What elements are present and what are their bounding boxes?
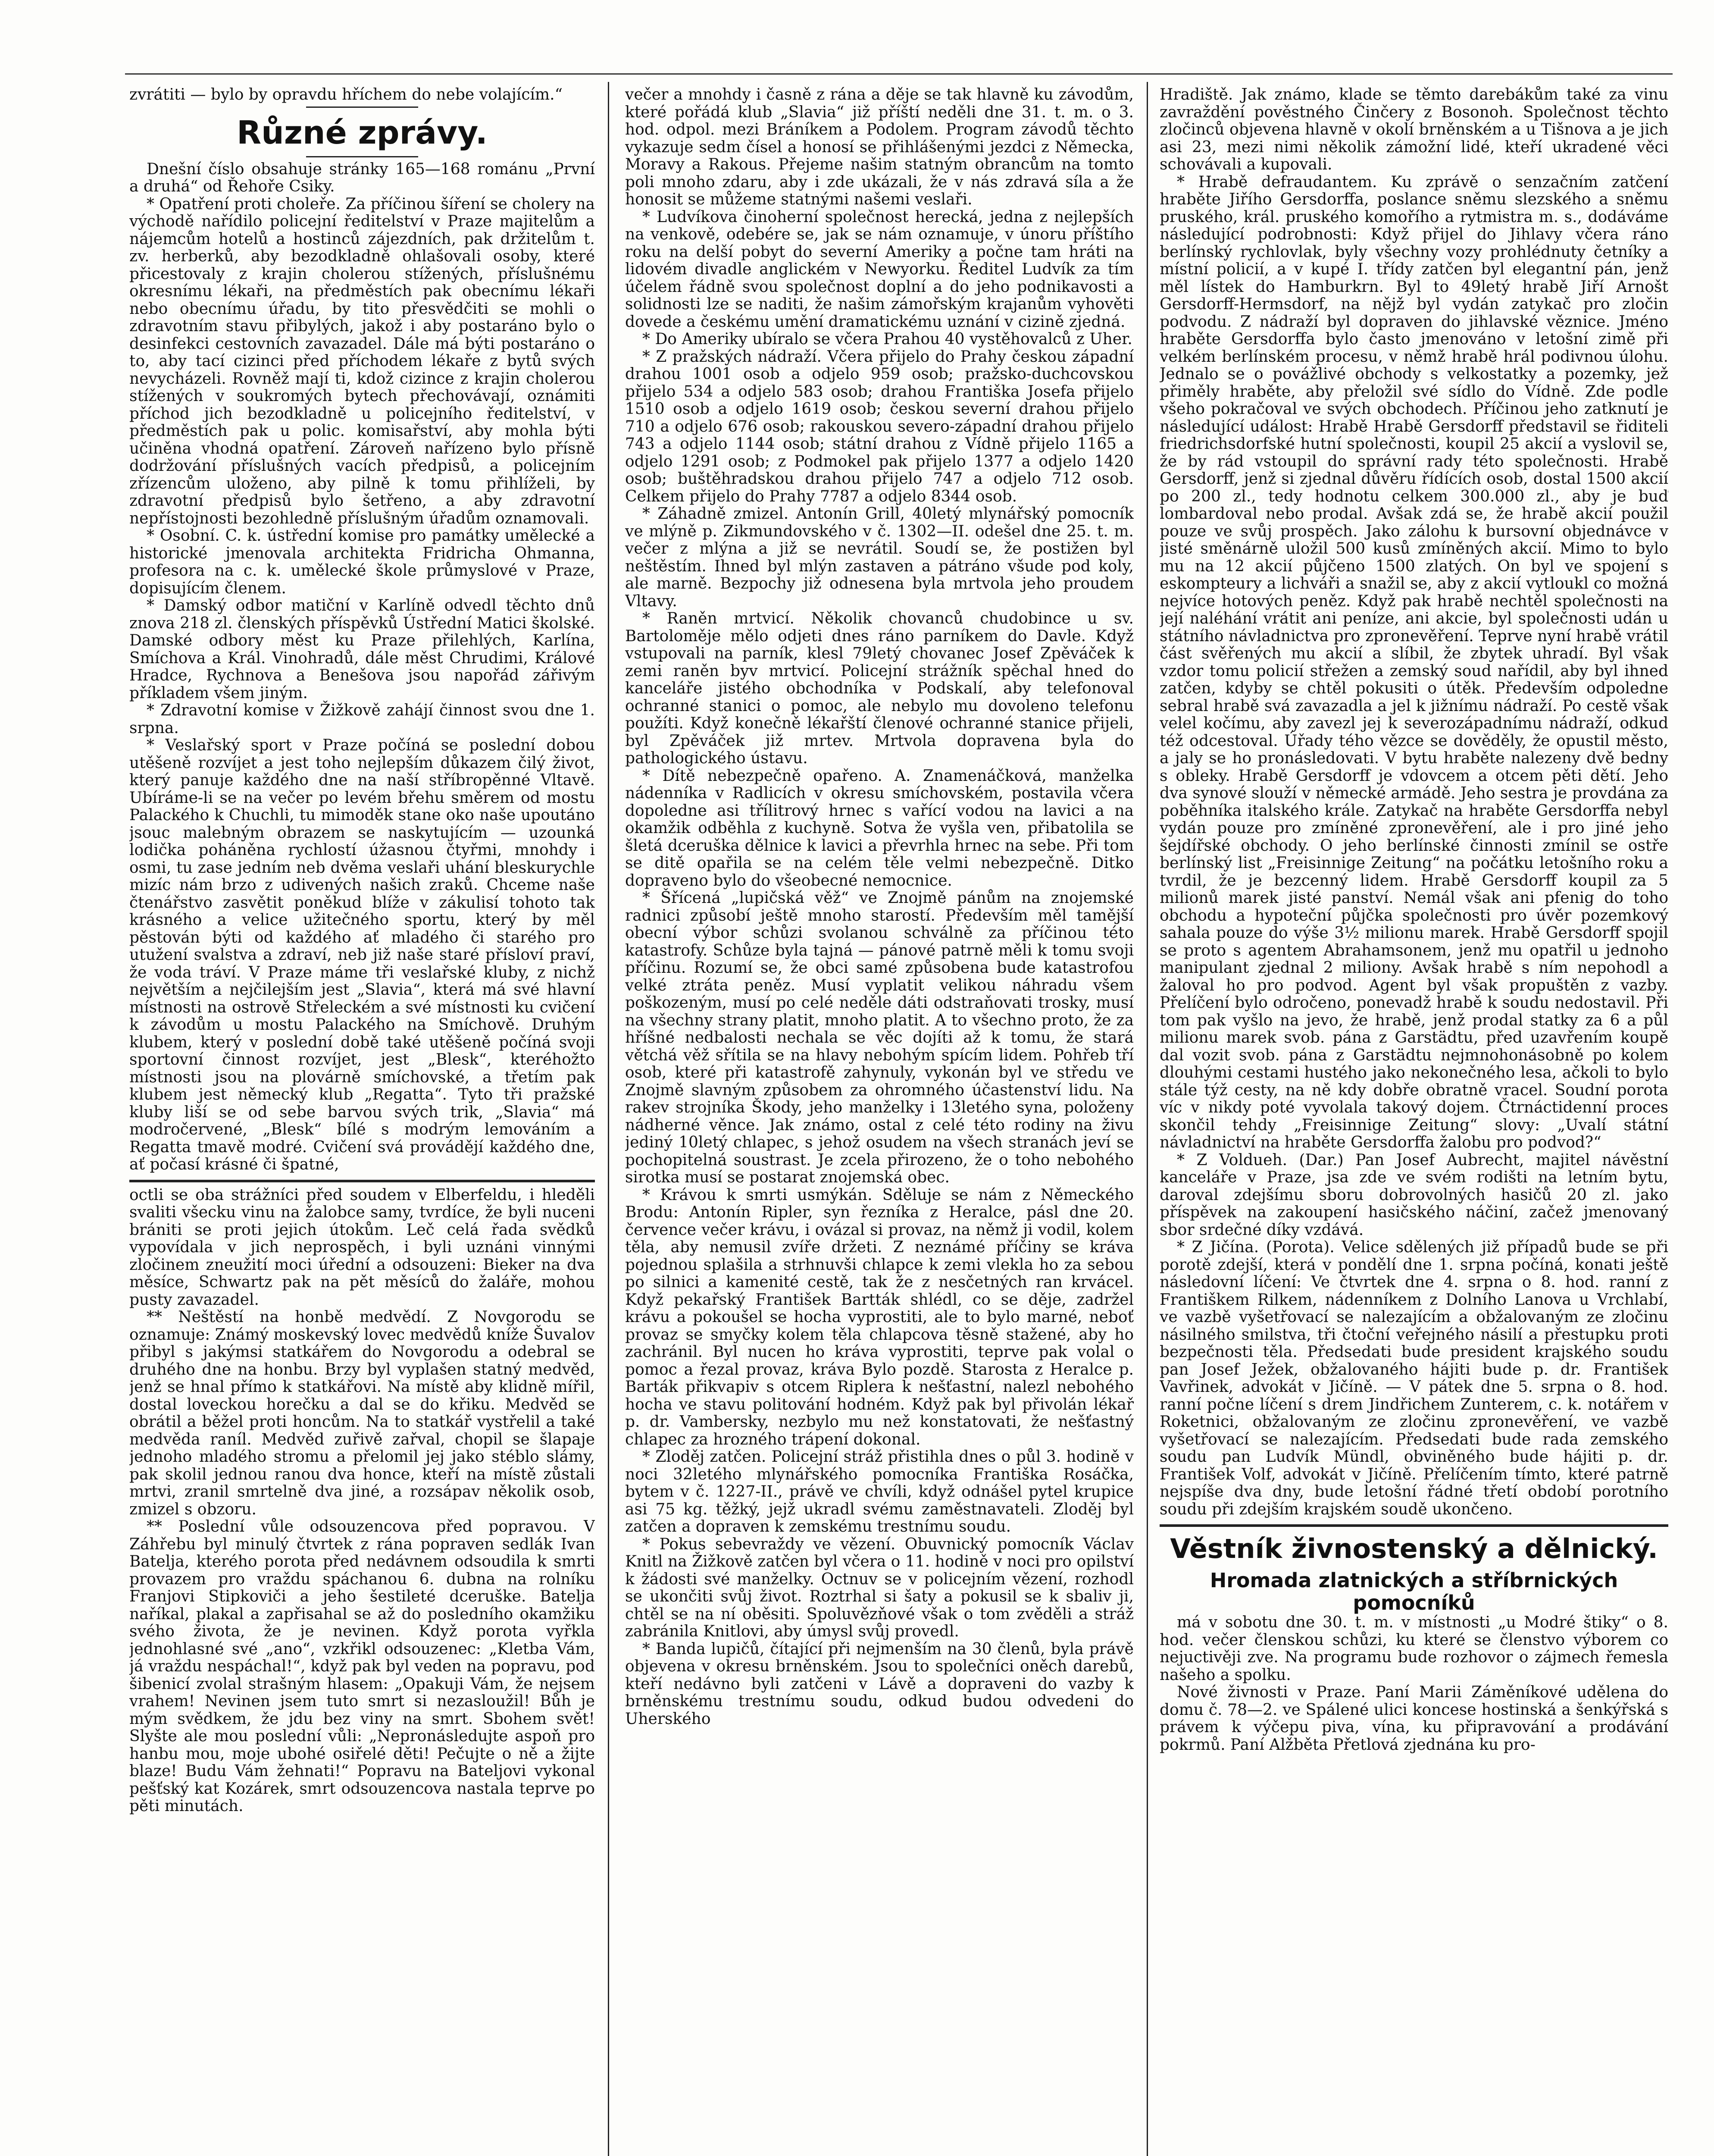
news-item: * Záhadně zmizel. Antonín Grill, 40letý mlynářský pomocník ve mlýně p. Zikmundovského v č. 1302—II. odešel dne 25. t. m. večer z mlýna a již se nevrátil. Soudí se, že postižen byl neštěstím. Ihned byl mlýn zastaven a pátráno všude pod koly, ale marně. Bezpochy již odnesena byla mrtvola jeho proudem Vltavy. xyxy=(625,505,1134,610)
news-item: * Krávou k smrti usmýkán. Sděluje se nám z Německého Brodu: Antonín Ripler, syn řezníka z Heralce, pásl dne 20. července večer krávu, i ovázal si provaz, na němž ji vodil, kolem těla, aby nemusil zvíře držeti. Z neznámé příčiny se kráva pojednou splašila a strhnuvši chlapce k zemi vlekla ho za sebou po silnici a kamenité cestě, tak že z nesčetných ran krvácel. Když pekařský František Bartták shlédl, co se děje, zadržel krávu a pokoušel se hocha vyprostiti, ale to bylo marné, neboť provaz se smyčky kolem těla chlapcova těsně stažené, aby ho zachránil. Byl nucen ho kráva vyprostiti, teprve pak volal o pomoc a řezal provaz, kráva Bylo pozdě. Starosta z Heralce p. Barták přikvapiv s otcem Riplera k nešťastní, nalezl nebohého hocha ve stavu politování hodném. Když pak byl přivolán lékař p. dr. Vambersky, nezbylo mu než konstatovati, že nešťastný chlapec za hrozného trápení dokonal. xyxy=(625,1186,1134,1448)
left-column xyxy=(129,86,595,2156)
news-item: * Hrabě defraudantem. Ku zprávě o senzačním zatčení hraběte Jiřího Gersdorffa, poslance sněmu slezského a sněmu pruského, král. pruského komořího a rytmistra m. s., dodáváme následující podrobnosti: Když přijel do Jihlavy včera ráno berlínský rychlovlak, byly všechny vozy prohlédnuty četníky a místní policií, a v kupé I. třídy zatčen byl elegantní pán, jenž měl lístek do Hamburkrn. Byl to 49letý hrabě Jiří Arnošt Gersdorff-Hermsdorf, na nějž byl vydán zatykač pro zločin podvodu. Z nádraží byl dopraven do jihlavské věznice. Jméno hraběte Gersdorffa bylo často jmenováno v letošní zimě při velkém berlínském procesu, v němž hrabě hrál podivnou úlohu. Jednalo se o povážlivé obchody s velkostatky a pozemky, jež přiměly hraběte, aby přeložil své sídlo do Vídně. Zde podle všeho pokračoval ve svých obchodech. Příčinou jeho zatknutí je následující událost: Hrabě Hrabě Gersdorff představil se řiditeli friedrichsdorfské hutní společnosti, koupil 25 akcií a vyslovil se, že by rád vstoupil do správní rady této společnosti. Hrabě Gersdorff, jenž si zjednal důvěru řídících osob, dostal 1500 akcií po 200 zl., tedy hodnotu celkem 300.000 zl., aby je buď lombardoval nebo prodal. Avšak zdá se, že hrabě akcií použil pouze ve svůj prospěch. Jako zálohu k bursovní objednávce v jisté směnárně uložil 500 kusů zmíněných akcií. Mimo to bylo mu na 12 akcií půjčeno 1500 zlatých. On byl ve spojení s eskompteury a lichváři a snažil se, aby z akcií vytloukl co možná nejvíce hotových peněz. Když pak hrabě nechtěl společnosti na její naléhání vrátit ani peníze, ani akcie, byl společnosti udán u státního návladnictva pro zpronevěření. Teprve nyní hrabě vrátil část svěřených mu akcií a slíbil, že zbytek uhradí. Byl však vzdor tomu policií střežen a zemský soud nařídil, aby byl ihned zatčen, kdyby se chtěl pokusiti o útěk. Především odpoledne sebral hrabě svá zavazadla a jel k jižnímu nádraží. Po cestě však velel kočímu, aby zavezl jej k severozápadnímu nádraží, odkud též odcestoval. Úřady tého vězce se dověděly, že opustil město, a jaly se ho pronásledovati. V bytu hraběte nalezeny dvě bedny s obleky. Hrabě Gersdorff je vdovcem a otcem pěti dětí. Jeho dva synové slouží v německé armádě. Jeho sestra je provdána za poběhníka italského krále. Zatykač na hraběte Gersdorffa nebyl vydán pouze pro zmíněné zpronevěření, ale i pro jiné jeho šejdířské obchody. O jeho berlínské činnosti zmínil se ostře berlínský list „Freisinnige Zeitung“ na počátku letošního roku a tvrdil, že je bezcenný lidem. Hrabě Gersdorff koupil za 5 milionů marek jisté panství. Nemál však ani pfenig do toho obchodu a hypoteční půjčka společnosti pro úvěr pozemkový sahala pouze do výše 3½ milionu marek. Hrabě Gersdorff spojil se proto s agentem Abrahamsonem, jenž mu opatřil u jednoho manipulant zjednal 2 miliony. Avšak hrabě s ním nepohodl a žaloval ho pro podvod. Agent byl však propuštěn z vazby. Přelíčení bylo odročeno, ponevadž hrabě k soudu nedostavil. Při tom pak vyšlo na jevo, že hrabě, jenž prodal statky za 6 a půl milionu marek svob. pána z Garstädtu, před uzavřením koupě dal vozit svob. pána z Garstädtu nejmnohonásobně po kolem dlouhými cestami hustého jako nekonečného lesa, ačkoli to bylo stále týž cesty, na ně kdy dobře obratně vracel. Soudní porota víc v nikdy poté vyvolala takový dojem. Čtrnáctidenní proces skončil tehdy „Freisinnige Zeitung“ slovy: „Uvalí státní návladnictví na hraběte Gersdorffa žalobu pro podvod?“ xyxy=(1160,173,1668,1151)
news-item: * Do Ameriky ubíralo se včera Prahou 40 vystěhovalců z Uher. xyxy=(642,330,1132,348)
news-item: Dnešní číslo obsahuje stránky 165—168 románu „První a druhá“ od Řehoře Csiky. xyxy=(129,160,595,195)
top-rule xyxy=(125,73,1673,75)
news-item: ** Poslední vůle odsouzencova před popravou. V Záhřebu byl minulý čtvrtek z rána popraven sedlák Ivan Batelja, kterého porota před nedávnem odsoudila k smrti provazem pro vraždu spáchanou 6. dubna na rolníku Franjovi Stipkoviči a jeho šestileté dceruške. Batelja naříkal, plakal a zapřisahal se až do posledního okamžiku svého života, že je nevinen. Když porota vyřkla jednohlasné své „ano“, vzkřikl odsouzenec: „Kletba Vám, já vraždu nespáchal!“, když pak byl veden na popravu, pod šibenicí zvolal strašným hlasem: „Opakuji Vám, že nejsem vrahem! Nevinen jsem tuto smrt si nezasloužil! Bůh je mým svědkem, že jdu bez viny na smrt. Sbohem svět! Slyšte ale mou poslední vůli: „Nepronásledujte aspoň pro hanbu mou, moje ubohé osiřelé děti! Pečujte o ně a žijte blaze! Budu Vám žehnati!“ Popravu na Bateljovi vykonal pešťský kat Kozárek, smrt odsouzencova nastala teprve po pěti minutách. xyxy=(129,1518,595,1815)
news-item: večer a mnohdy i časně z rána a děje se tak hlavně ku závodům, které pořádá klub „Slavia“ již příští neděli dne 31. t. m. o 3. hod. odpol. mezi Bráníkem a Podolem. Program závodů těchto vykazuje sedm čísel a honosí se přihlášenými jezdci z Německa, Moravy a Rakous. Přejeme našim statným obrancům na tomto poli mnoho zdaru, aby i zde ukázali, že v nás zdravá síla a že honosit se můžeme statnými našemi veslaři. xyxy=(625,86,1134,208)
middle-column xyxy=(625,86,1134,2156)
short-divider xyxy=(306,107,418,108)
news-item: * Ludvíkova činoherní společnost herecká, jedna z nejlepších na venkově, odebére se, jak se nám oznamuje, v únoru příštího roku na delší pobyt do severní Ameriky a počne tam hráti na lidovém divadle anglickém v Newyorku. Ředitel Ludvík za tím účelem řádně svou společnost doplní a do jeho podnikavosti a solidnosti lze se naditi, že našim zámořským krajanům vyhověti dovede a českému umění dramatickému uznání v cizině zjedná. xyxy=(625,208,1134,331)
column-divider xyxy=(608,82,609,2156)
news-item: * Z pražských nádraží. Včera přijelo do Prahy českou západní drahou 1001 osob a odjelo 959 osob; pražsko-duchcovskou přijelo 534 a odjelo 583 osob; drahou Františka Josefa přijelo 1510 osob a odjelo 1619 osob; českou severní drahou přijelo 710 a odjelo 676 osob; rakouskou severo-západní drahou přijelo 743 a odjelo 1144 osob; státní drahou z Vídně přijelo 1165 a odjelo 1291 osob; z Podmokel pak přijelo 1377 a odjelo 1420 osob; buštěhradskou drahou přijelo 747 a odjelo 712 osob. Celkem přijelo do Prahy 7787 a odjelo 8344 osob. xyxy=(625,348,1134,505)
section-divider xyxy=(129,1180,595,1182)
news-item: Nové živnosti v Praze. Paní Marii Záměníkové udělena do domu č. 78—2. ve Spálené ulici koncese hostinská a šenkýřská s právem k výčepu piva, vína, ku připravování a prodávání pokrmů. Paní Alžběta Přetlová zjednána ku pro- xyxy=(1160,1683,1668,1754)
news-item: * Šřícená „lupičská věž“ ve Znojmě pánům na znojemské radnici způsobí ještě mnoho starostí. Především měl tamější obecní výbor schůzi svolanou schválně za příčinou této katastrofy. Schůze byla tajná — pánové patrně měli k tomu svoji příčinu. Rozumí se, že obci samé způsobena bude katastrofou velké ztráta peněz. Musí vyplatit velikou náhradu všem poškozeným, musí po celé neděle dáti odstraňovati trosky, musí na všechny strany platit, mnoho platit. A to všechno proto, že za hříšné nedbalosti nechala se věc dojíti až k tomu, že stará větchá věž sřítila se na hlavy nebohým spícím lidem. Pohřeb tří osob, které při katastrofě zahynuly, vykonán byl ve středu ve Znojmě slavným způsobem za ohromného účastenství lidu. Na rakev strojníka Škody, jeho manželky i 13letého syna, položeny nádherné věnce. Jak známo, ostal z celé této rodiny na živu jediný 10letý chlapec, s jehož osudem na všech stranách jeví se pochopitelná soustrast. Je zcela přirozeno, že o toho nebohého sirotka musí se postarat znojemská obec. xyxy=(625,889,1134,1186)
news-item: * Z Jičína. (Porota). Velice sdělených již případů bude se při porotě zdejší, která v pondělí dne 1. srpna počíná, konati ještě následovní líčení: Ve čtvrtek dne 4. srpna o 8. hod. ranní z Františkem Rilkem, nádenníkem z Dolního Lanova u Vrchlabí, ve vazbě vyšetřovací se nalezajícím a obžalovaným ze zločinu násilného smilstva, tři čtoční veřejného násilí a přestupku proti bezpečnosti těla. Předsedati bude president krajského soudu pan Josef Ježek, obžalovaného hájiti bude p. dr. František Vavřinek, advokát v Jičíně. — V pátek dne 5. srpna o 8. hod. ranní počne líčení s drem Jindřichem Zunterem, c. k. notářem v Roketnici, obžalovaným ze zločinu zpronevěření, ve vazbě vyšetřovací se nalezajícím. Předsedati bude rada zemského soudu pan Ludvík Mündl, obviněného bude hájiti p. dr. František Volf, advokát v Jičíně. Přelíčením tímto, které patrně nejspíše dva dny, bude letošní řádné třetí období porotního soudu při zdejším krajském soudě ukončeno. xyxy=(1160,1238,1668,1518)
subheadline: Hromada zlatnických a stříbrnických pomocníků xyxy=(1210,1569,1618,1614)
news-item: ** Neštěstí na honbě medvědí. Z Novgorodu se oznamuje: Známý moskevský lovec medvědů kníže Šuvalov přibyl s jakýmsi statkářem do Novgorodu a odebral se druhého dne na honbu. Brzy byl vyplašen statný medvěd, jenž se hnal přímo k statkářovi. Na místě aby klidně mířil, dostal loveckou horečku a dal se do křiku. Medvěd se obrátil a běžel proti honcům. Na to statkář vystřelil a také medvěda raníl. Medvěd zuřivě zařval, chopil se šlapaje jednoho mladého stromu a přelomil jej jako stéblo slámy, pak skolil jednou ranou dva honce, kteří na místě zůstali mrtvi, zranil smrtelně dva jiné, a rozsápav několik osob, zmizel s obzoru. xyxy=(129,1308,595,1518)
news-item: * Banda lupičů, čítající při nejmenším na 30 členů, byla právě objevena v okresu brněnském. Jsou to společníci oněch darebů, kteří nedávno byli zatčeni v Lávě a dopraveni do vazby k brněnskému trestnímu soudu, odkud budou odvedeni do Uherského xyxy=(625,1640,1134,1728)
section-title-ruzne-zpravy: Různé zprávy. xyxy=(237,114,488,151)
news-item: * Pokus sebevraždy ve vězení. Obuvnický pomocník Václav Knitl na Žižkově zatčen byl včera o 11. hodině v noci pro opilství k žádosti své manželky. Octnuv se v policejním vězení, rozhodl se ukončiti svůj život. Roztrhal si šaty a pokusil se k sbaliv ji, chtěl se na ní oběsiti. Spoluvězňové však o tom zvěděli a stráž zabránila Knitlovi, aby úmysl svůj provedl. xyxy=(625,1535,1134,1640)
news-item: * Opatření proti choleře. Za příčinou šíření se cholery na východě nařídilo policejní ředitelství v Praze majitelům a nájemcům hotelů a hostinců zájezdních, pak držitelům t. zv. herberků, aby bezodkladně ohlašovali osoby, které přicestovaly z krajin cholerou stížených, příslušnému okresnímu lékaři, na předměstích pak obecnímu lékaři nebo obecnímu úřadu, by tito přesvědčiti se mohli o zdravotním stavu přibylých, jakož i aby postaráno bylo o desinfekci cestovních zavazadel. Dále má býti postaráno o to, aby tací cizinci před příchodem lékaře z bytů svých nevycházeli. Rovněž mají ti, kdož cizince z krajin cholerou stížených v soukromých bytech přechovávají, oznámiti příchod jich bezodkladně u policejního ředitelství, v předměstích pak u polic. komisařství, aby mohla býti učiněna vhodná opatření. Zároveň nařízeno bylo přísně dodržování příslušných vacích předpisů, a policejním zřízencům uloženo, aby pilně k tomu přihlíželi, by zdravotní předpisů bylo šetřeno, a aby zdravotní nepřístojnosti bezohledně příslušným úřadům oznamovali. xyxy=(129,195,595,527)
news-item: Hradiště. Jak známo, klade se těmto darebákům také za vinu zavraždění pověstného Činčery z Bosonoh. Společnost těchto zločinců objevena hlavně v okolí brněnském a u Tišnova a je jich asi 23, mezi nimi několik zámožní lidé, kteří ukradené věci schovávali a kupovali. xyxy=(1160,86,1668,173)
section-title-vestnik: Věstník živnostenský a dělnický. xyxy=(1170,1533,1658,1564)
news-item: * Dítě nebezpečně opařeno. A. Znamenáčková, manželka nádenníka v Radlicích v okresu smíchovském, postavila včera dopoledne asi třílitrový hrnec s vařící vodou na lavici a na okamžik odběhla z kuchyně. Sotva že vyšla ven, přibatolila se šletá dceruška dělnice k lavici a převrhla hrnec na sebe. Při tom se ditě opařila se na celém těle velmi nebezpečně. Ditko dopraveno bylo do všeobecné nemocnice. xyxy=(625,767,1134,890)
opening-fragment: zvrátiti — bylo by opravdu hříchem do nebe volajícím.“ xyxy=(129,86,563,103)
news-item: * Veslařský sport v Praze počíná se poslední dobou utěšeně rozvíjet a jest toho nejlepším důkazem čilý život, který panuje každého dne na naší stříbropěnné Vltavě. Ubíráme-li se na večer po levém břehu směrem od mostu Palackého k Chuchli, tu mimoděk stane oko naše upoutáno jsouc malebným obrazem se naskytujícím — uzounká lodička poháněna rychlostí úžasnou čtyřmi, mnohdy i osmi, tu zase jedním neb dvěma veslaři uhání bleskurychle mizíc nám brzo z udivených našich zraků. Chceme naše čtenářstvo zasvětit poněkud blíže v zákulisí tohoto tak krásného a velice užitečného sportu, který by měl pěstován býti od každého ať mladého či starého pro utužení svalstva a zdraví, neb již naše staré přísloví praví, že voda tráví. V Praze máme tři veslařské kluby, z nichž největším a nejčilejším jest „Slavia“, která má své hlavní místnosti na ostrově Střeleckém a své místnosti ku cvičení k závodům u mostu Palackého na Smíchově. Druhým klubem, který v poslední době také utěšeně počíná svoji sportovní činnost rozvíjet, jest „Blesk“, kteréhožto místnosti jsou na plovárně smíchovské, a třetím pak klubem jest německý klub „Regatta“. Tyto tři pražské kluby liší se od sebe barvou svých trik, „Slavia“ má modročervené, „Blesk“ bílé s modrým lemováním a Regatta tmavě modré. Cvičení svá provádějí každého dne, ať počasí krásné či špatné, xyxy=(129,736,595,1173)
news-item: * Zloděj zatčen. Policejní stráž přistihla dnes o půl 3. hodině v noci 32letého mlynářského pomocníka Františka Rosáčka, bytem v č. 1227-II., právě ve chvíli, když odnášel pytel krupice asi 75 kg. těžký, jejž ukradl svému zaměstnavateli. Zloděj byl zatčen a dopraven k zemskému trestnímu soudu. xyxy=(625,1448,1134,1536)
news-item: * Osobní. C. k. ústřední komise pro památky umělecké a historické jmenovala architekta Fridricha Ohmanna, profesora na c. k. umělecké škole průmyslové v Praze, dopisujícím členem. xyxy=(129,527,595,597)
news-item: octli se oba strážníci před soudem v Elberfeldu, i hleděli svaliti všecku vinu na žalobce samy, tvrdíce, že byli nuceni brániti se proti jejich útokům. Leč celá řada svědků vypovídala v jich neprospěch, i byli uznáni vinnými zločinem zneužití moci úřední a odsouzeni: Bieker na dva měsíce, Schwartz pak na pět měsíců do žaláře, mohou pusty zavazadel. xyxy=(129,1186,595,1309)
news-item: * Zdravotní komise v Žižkově zahájí činnost svou dne 1. srpna. xyxy=(129,702,595,737)
section-divider xyxy=(1160,1524,1668,1527)
news-item: má v sobotu dne 30. t. m. v místnosti „u Modré štiky“ o 8. hod. večer členskou schůzi, ku které se členstvo výborem co nejuctivěji zve. Na programu bude rozhovor o zájmech řemesla našeho a spolku. xyxy=(1160,1614,1668,1684)
news-item: * Z Voldueh. (Dar.) Pan Josef Aubrecht, majitel návěstní kanceláře v Praze, jsa zde ve svém rodišti na letním bytu, daroval zdejšímu sboru dobrovolných hasičů 20 zl. jako příspěvek na zakoupení hasičského náčiní, začež jmenovaný sbor srdečné díky vzdává. xyxy=(1160,1151,1668,1239)
right-column xyxy=(1160,86,1668,2156)
news-item: * Damský odbor matiční v Karlíně odvedl těchto dnů znova 218 zl. členských příspěvků Ústřední Matici školské. Damské odbory měst ku Praze přilehlých, Karlína, Smíchova a Král. Vinohradů, dále měst Chrudimi, Králové Hradce, Rychnova a Benešova jsou napořád zářivým příkladem všem jiným. xyxy=(129,597,595,702)
news-item: * Raněn mrtvicí. Několik chovanců chudobince u sv. Bartoloměje mělo odjeti dnes ráno parníkem do Davle. Když vstupovali na parník, klesl 79letý chovanec Josef Zpěváček k zemi raněn byv mrtvicí. Policejní strážník spěchal hned do kanceláře jistého obchodníka v Podskalí, aby telefonoval ochranné stanici o pomoc, ale nebylo mu dovoleno telefonu použíti. Když konečně lékařští členové ochranné stanice přijeli, byl Zpěváček již mrtev. Mrtvola dopravena byla do pathologického ústavu. xyxy=(625,610,1134,767)
short-divider xyxy=(306,156,418,157)
column-divider xyxy=(1147,82,1148,2156)
